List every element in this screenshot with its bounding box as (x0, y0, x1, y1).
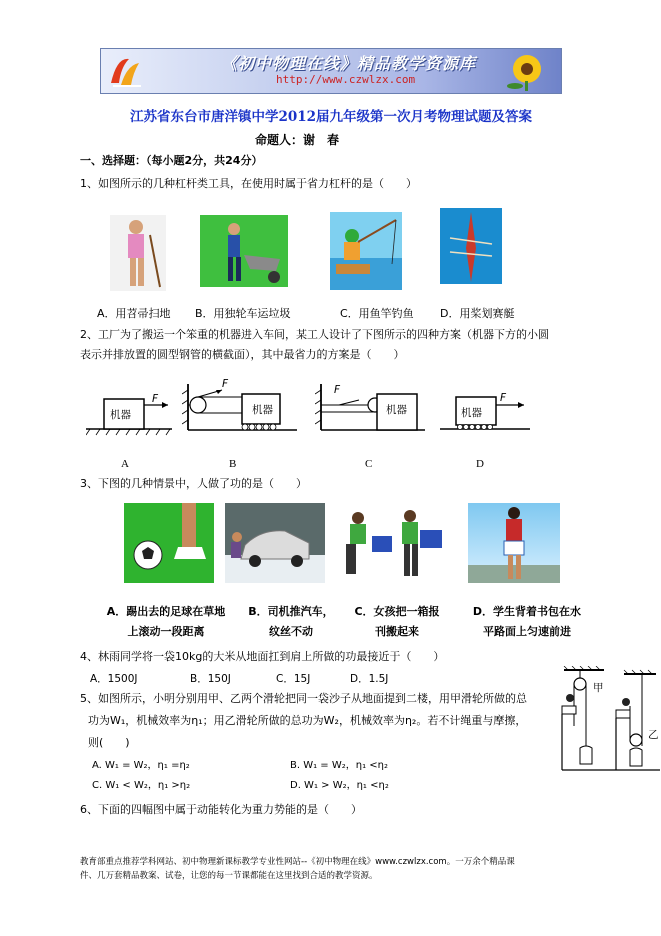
diagram-d (440, 385, 530, 442)
q3-option-b[interactable] (236, 602, 346, 642)
q4-option-b[interactable]: B．150J (190, 673, 231, 685)
site-logo (107, 53, 147, 89)
q3-option-c-line1: C．女孩把一箱报 (354, 605, 440, 618)
fishing-image (330, 212, 402, 290)
diagram-b (182, 380, 297, 442)
q5-option-b[interactable]: B. W₁ = W₂，η₁ <η₂ (290, 760, 388, 771)
q3-option-a[interactable] (96, 602, 236, 642)
footer-line1: 教育部重点推荐学科网站、初中物理新课标教学专业性网站--《初中物理在线》www.czwlzx.com。一万余个精品课 (80, 857, 515, 867)
diagram-c (315, 380, 425, 442)
lift-box-image (338, 506, 446, 580)
push-car-image (225, 503, 325, 583)
pulley-label-yi: 乙 (648, 729, 659, 741)
q3-option-a-line2: 上滚动一段距离 (127, 625, 205, 638)
q3-option-b-line1: B．司机推汽车， (248, 605, 334, 618)
pulley-diagram (560, 666, 660, 780)
sunflower-icon (497, 51, 555, 91)
q1-option-c[interactable]: C．用鱼竿钓鱼 (340, 307, 414, 320)
machine-label-c: 机器 (386, 404, 407, 416)
force-label-d: F (500, 392, 507, 404)
q5-option-a[interactable]: A. W₁ = W₂，η₁ =η₂ (92, 760, 190, 771)
q2-label-d[interactable]: D (476, 458, 484, 470)
author-line: 命题人：谢 春 (255, 133, 340, 147)
banner-url[interactable]: http://www.czwlzx.com (276, 73, 416, 86)
footer-line2: 件、几万套精品教案、试卷，让您的每一节课都能在这里找到合适的教学资源。 (80, 871, 378, 881)
q3-option-b-line2: 纹丝不动 (269, 625, 313, 638)
q3-option-c[interactable] (342, 602, 452, 642)
q2-label-c[interactable]: C (365, 458, 373, 470)
machine-label-a: 机器 (110, 409, 131, 421)
sweeping-image (110, 215, 166, 291)
wheelbarrow-image (200, 215, 288, 287)
q4-option-d[interactable]: D．1.5J (350, 673, 389, 685)
q5-option-c[interactable]: C. W₁ < W₂，η₁ >η₂ (92, 780, 191, 791)
soccer-image (124, 503, 214, 583)
q1-stem: 1、如图所示的几种杠杆类工具，在使用时属于省力杠杆的是（ ） (80, 177, 417, 190)
q1-option-b[interactable]: B．用独轮车运垃圾 (195, 307, 291, 320)
q3-option-d[interactable] (452, 602, 602, 642)
q5-option-d[interactable]: D. W₁ > W₂，η₁ <η₂ (290, 780, 389, 791)
banner-title: 《初中物理在线》精品教学资源库 (221, 54, 477, 73)
q5-line1: 5、如图所示，小明分别用甲、乙两个滑轮把同一袋沙子从地面提到二楼，用甲滑轮所做的总 (80, 692, 527, 705)
q1-option-a[interactable]: A．用苕帚扫地 (97, 307, 171, 320)
pulley-label-jia: 甲 (593, 682, 604, 694)
machine-label-d: 机器 (461, 407, 482, 419)
section-heading: 一、选择题：（每小题2分，共24分） (80, 154, 263, 167)
q4-option-c[interactable]: C．15J (276, 673, 311, 685)
page-footer (80, 855, 610, 883)
q2-stem-line1: 2、工厂为了搬运一个笨重的机器进入车间，某工人设计了下图所示的四种方案（机器下方的小圆 (80, 328, 549, 341)
q4-option-a[interactable]: A．1500J (90, 673, 138, 685)
q3-option-d-line1: D．学生背着书包在水 (472, 605, 582, 618)
force-label-a: F (152, 393, 159, 405)
q3-stem: 3、下图的几种情景中，人做了功的是（ ） (80, 477, 307, 490)
q4-stem: 4、林雨同学将一袋10kg的大米从地面扛到肩上所做的功最接近于（ ） (80, 650, 445, 663)
page-title: 江苏省东台市唐洋镇中学2012届九年级第一次月考物理试题及答案 (129, 109, 533, 125)
q3-option-d-line2: 平路面上匀速前进 (483, 625, 571, 638)
q2-label-b[interactable]: B (229, 458, 237, 470)
q3-option-a-line1: A．踢出去的足球在草地 (106, 605, 226, 618)
q6-stem: 6、下面的四幅图中属于动能转化为重力势能的是（ ） (80, 803, 362, 816)
header-banner (100, 48, 562, 94)
q2-label-a[interactable]: A (121, 458, 129, 470)
q2-stem-line2: 表示并排放置的圆型钢管的横截面），其中最省力的方案是（ ） (80, 348, 405, 361)
force-label-c: F (334, 384, 341, 396)
force-label-b: F (222, 378, 229, 390)
q1-option-d[interactable]: D．用桨划赛艇 (440, 307, 515, 320)
q3-option-c-line2: 刊搬起来 (375, 625, 419, 638)
rowing-image (440, 208, 502, 284)
machine-label-b: 机器 (252, 404, 273, 416)
q5-line2: 功为W₁，机械效率为η₁；用乙滑轮所做的总功为W₂，机械效率为η₂。若不计绳重与摩擦， (88, 714, 527, 727)
backpack-image (468, 503, 560, 583)
q5-line3: 则( ) (88, 736, 130, 749)
